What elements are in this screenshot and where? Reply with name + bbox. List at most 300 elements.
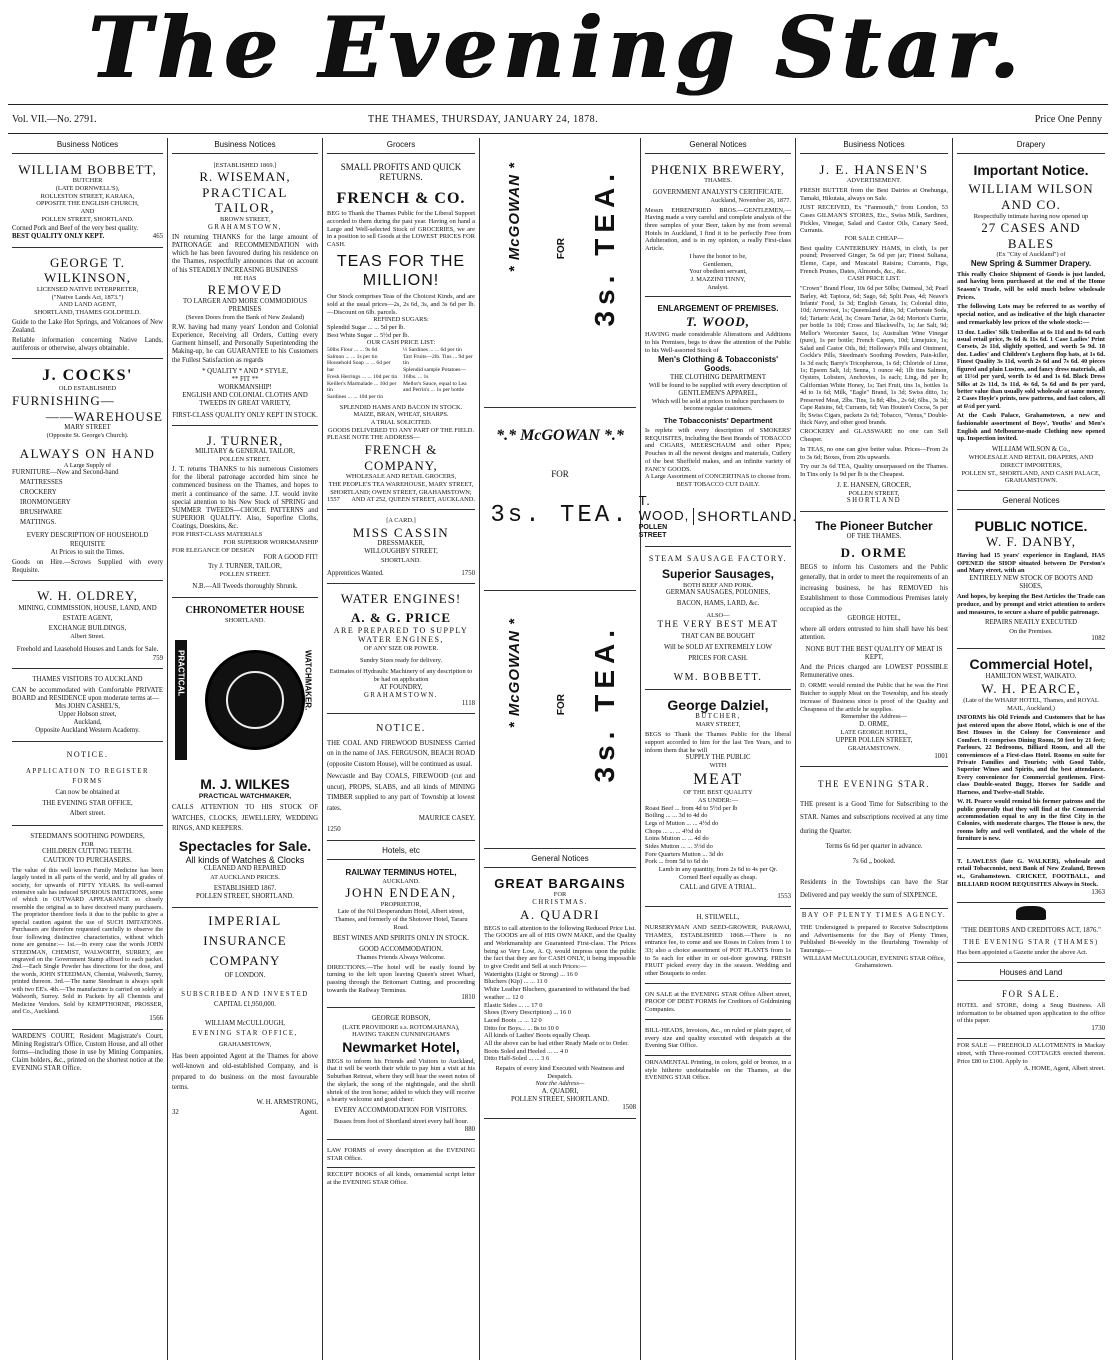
ad-line: CAPITAL £1,950,000. [214,1001,276,1009]
ad-phoenix [645,158,791,298]
ad-heading: THE EVENING STAR. [817,778,931,789]
ad-body: Residents in the Townships can have the Star Delivered and pay weekly the sum of SIXPENCE. [800,878,948,900]
ad-line: * QUALITY * AND * STYLE, [202,367,288,375]
ad-line: MAIZE, BRAN, WHEAT, SHARPS. [353,411,449,419]
list-item: Watertights (Light or Strong) ... 16 0 [484,970,578,978]
ad-body: INFORMS his Old Friends and Customers that he has just entered upon the above Hotel, which is one of the Best Houses in the Colony for Convenience and Comfort. It comprises Dining Room, 50 feet by 21 feet; Parlours, 22 Bedrooms, Billiard Room, and all the conveniences of a First-class Hotel. Rooms en suite for Private Families and Tourists; with Good Table, Superior Wines and Spirits, and the best attendance. Every convenience for Commercial gentlemen. First-class Double-seated Buggy, Horses for Saddle and Harness, and Twelve-stall Stable. [957,714,1105,796]
ad-body: D. ORME would remind the Public that he was the First Butcher to supply Meat on the Township, and his steady increase of Business since is proof of the Quality and Cheapness of the article he supplies. [800,682,948,713]
ad-line: FOR A GOOD FIT! [263,554,318,562]
ad-line: GRAHAMSTOWN. [847,744,901,752]
ad-body: CROCKERY and GLASSWARE no one can Sell Cheaper. [800,428,948,444]
ad-railway-hotel [327,864,475,1009]
list-item: Salmon ... ... 1s per tin [327,353,378,360]
ad-line: WILLOUGHBY STREET, [364,548,438,556]
advertiser-name: A. QUADRI [520,907,600,923]
ad-heading: ENLARGEMENT OF PREMISES. [657,304,779,314]
advertiser-name: T. WOOD, [686,313,750,329]
ad-line: Albert Street. [70,633,105,641]
ad-line: POLLEN STREET, [848,489,900,497]
list-item: ½ Sardines ... ... 6d per tin [403,347,462,353]
ad-line: FOR [551,469,569,480]
ad-line: Auckland, November 26, 1877. [710,197,791,205]
ad-line: HAVING TAKEN CUNNINGHAM'S [352,1031,450,1039]
ad-line: SHORTLAND [846,497,902,505]
ad-line: FIRST-CLASS QUALITY ONLY KEPT IN STOCK. [172,411,318,419]
list-item: Pork ... from 5d to 6d do [645,858,709,866]
ad-line: AND LAND AGENT, [58,301,117,309]
ad-body: "Crown" Brand Flour, 10s 6d per 50lbs; Oatmeal, 3d; Pearl Barley, 4d; Tapioca, 6d; Sago, 6d; Split Peas, 4d; Neave's Infants' Food, 1s 3d; English Groats, 1s; Colonial ditto, 10d; Arrowroot, 1s; Queensland ditto, 3d; Carbonate Soda, 6d; Tartaric Acid, 3s; Cream Tartar, 2s 6d; Morton's Currie, per bottle 1s 10d; Cross and Blackwell's, 1s; Jar Salt, 9d; Mellor's Worcester Sauce, 1s; Australian Wine Vinegar (pure), 1s per bottle; French Capers, 10d; Limejuice, 1s; Salad and Castor Oils, 8d; Holloway's Pills and Ointment, Cockle's Pills, Steedman's Soothing Powders, Pain-killer, 1s 3d each; Barry's Tricopherous, 1s 6d; Chloride of Lime, 1s; Epsom Salt, 1d; Senna, 1 ounce 4d; 1lb tins Salmon, Oysters, Lobsters, Anchovies, 1s each; Ling, 8d per lb; Californian White Honey, 1s; Tart Fruit, tins 1s, bottles 1s 4d to 1s 6d; Milk, "Eagle" Brand, 1s 3d; Swiss ditto, 1s; Preserved Meat, 2lbs. Tins, 1s 8d; 4lbs., 2s 6d; 6lbs., 3s 3d; Cape Raisins, 6d; Currants, 6d; Van Houten's Cocoa, 5s per lb; Swiss Cigars, packets 2s 6d; Tobacco, "Venus," Double-thick Navy, and other good brands. [800,285,948,426]
ad-tagline: BEST QUALITY ONLY KEPT. [12,233,105,241]
ad-oldrey [12,584,163,669]
ad-line: Estimates of Hydraulic Machinery of any description to be had on application [329,668,473,683]
list-item: Fresh Herrings ... ... 10d per tin [327,373,398,380]
ad-line: N.B.—All Tweeds thoroughly Shrunk. [192,583,298,591]
ad-line: ALSO— [706,611,730,619]
ad-ornamental: ORNAMENTAL Printing, in colors, gold or bronze, in a style hitherto unobtainable on the Thames, at the EVENING STAR Office. [645,1058,791,1082]
ad-line: BUTCHER [72,177,103,185]
advertiser-name: George Dalziel, [667,696,769,713]
ad-line: ("Native Lands Act, 1873.") [51,293,124,301]
ad-body: Is replete with every description of SMOKERS' REQUISITES, Including the Best Brands of TOBACCO and CIGARS, MEERSCHAUM and other Pipes; Pouches in all the newest designs and materials, Cutlery of the best Sheffield makes, and an infinite variety of FANCY GOODS. [645,427,791,473]
ad-number: 465 [152,233,163,241]
ad-line: CASH PRICE LIST. [847,275,901,283]
advertiser-name: RAILWAY TERMINUS HOTEL, [345,867,457,877]
advertiser-name: WILLIAM WILSON AND CO. [968,181,1094,212]
ad-line: FOR SUPERIOR WORKMANSHIP [223,539,318,547]
ad-sausage-factory [645,550,791,690]
ad-cocks [12,362,163,581]
ad-body: Messrs EHRENFRIED BROS.—GENTLEMEN,—Having made a very careful and complete analysis of the three samples of your Beer, taken by me from several Hotels in Auckland, I find it to be perfectly Free from Adulteration, and is in my opinion, a really First-class Article. [645,206,791,253]
ad-heading: IMPERIAL [208,912,282,928]
ad-line: Gentlemen, [703,260,733,268]
ad-line: Best White Sugar ... 5½d per lb. [327,331,410,339]
ad-body: A Large Assortment of CONCERTINAS to choose from. [645,473,791,481]
ad-line: Remember the Address— [840,713,908,721]
ad-heading: GREAT BARGAINS [494,875,626,891]
ad-line: A. QUADRI, [541,1088,579,1096]
ad-body: CALLS ATTENTION TO HIS STOCK OF WATCHES, CLOCKS, JEWELLERY, WEDDING RINGS, AND KEEPERS. [172,804,318,833]
advertiser-name: FRENCH & COMPANY, [364,442,438,473]
ad-number: 759 [152,655,163,663]
ad-line: Mrs JOHN CASHEL'S, [55,702,120,710]
section-heading: Business Notices [172,138,318,154]
dateline-bar [8,104,1108,134]
ad-french [327,158,475,510]
ad-line: (Opposite St. George's Church). [46,432,129,440]
ad-body: BEGS to Thank the Thames Public for the liberal support accorded to him for the last Ten Years, and to inform them that he will [645,731,791,754]
list-item: Mellor's Sauce, equal to Lea and Perrin's ... 1s per bottle [403,380,467,394]
ad-line: (Ex "City of Auckland") of [996,251,1066,259]
ad-line: Freehold and Leasehold Houses and Lands for Sale. [16,645,159,653]
ad-line: NONE BUT THE BEST QUALITY OF MEAT IS KEPT, [805,645,943,661]
ad-wilson [957,158,1105,491]
ad-line: SHORTLAND, THAMES GOLDFIELD. [34,308,141,316]
list-item: Household Soap ... ... 6d per bar [327,360,391,374]
ad-line: SMALL PROFITS AND QUICK RETURNS. [340,161,462,183]
ad-body: HOTEL and STORE, doing a Snug Business. All information to be obtained upon application to the office of this paper. [957,1002,1105,1025]
ad-line: Busses from foot of Shortland street every half hour. [333,1118,469,1126]
list-item: Boots Soled and Heeled ... ... 4 0 [484,1047,568,1055]
section-heading: Business Notices [12,138,163,154]
ad-stilwell [645,910,791,984]
ad-line: MINING, COMMISSION, HOUSE, LAND, AND ESTATE AGENT, [18,604,157,623]
ad-robson [327,1011,475,1139]
ad-line: Lamb in any quantity, from 2s 6d to 4s per Qr. [658,866,778,874]
ad-body: Late of the Nil Desperandum Hotel, Albert street, Thames, and formerly of the Shotover Hotel, Tararu Road. [334,908,468,931]
ad-line: HAMILTON WEST, WAIKATO. [985,673,1077,681]
ad-line: ENGLISH AND COLONIAL CLOTHS AND TWEEDS IN GREAT VARIETY, [182,392,308,408]
ad-law-forms: LAW FORMS of every description at the EVENING STAR Office. [327,1143,475,1168]
list-item: Sides Mutton ... ... 3½d do [645,843,713,851]
ad-line: Your obedient servant, [689,268,747,276]
ad-line: OF THE THAMES. [846,532,902,540]
ad-line: J. E. HANSEN, GROCER, [837,481,911,489]
place-date: THE THAMES, THURSDAY, JANUARY 24, 1878. [368,114,599,125]
ad-line: ——WAREHOUSE [45,408,163,424]
ad-line: New Spring & Summer Drapery. [970,259,1092,269]
ad-body: Try our 3s 6d TEA, Quality unsurpassed on the Thames. In Tins only 1s 9d per lb is the Cheapest. [800,463,948,478]
ad-heading: "THE DEBTORS AND CREDITORS ACT, 1876." [961,926,1101,934]
advertiser-name: WM. BOBBETT. [673,671,763,683]
ad-line: GEORGE HOTEL, [847,615,901,623]
ad-line: REPAIRS NEATLY EXECUTED [984,619,1078,627]
list-item: Ditto Half-Soled ... ... 3 6 [484,1055,550,1063]
advertiser-name: R. WISEMAN, [199,169,291,185]
ad-line: Agent. [299,1109,318,1117]
ad-mcgowan-vertical [484,138,636,408]
ad-line: IRONMONGERY [20,498,71,506]
ad-receipt-books: RECEIPT BOOKS of all kinds, ornamental script letter at the EVENING STAR Office. [327,1171,475,1186]
ad-line: BRUSHWARE [20,509,62,517]
ad-line: POLLEN STREET. [219,570,271,578]
ad-line: AUCKLAND. [382,877,420,885]
ad-line: WILLIAM WILSON & Co., [991,446,1071,454]
ad-line: HE HAS [233,274,257,282]
ad-line: Opposite Auckland Western Academy. [35,727,140,735]
ad-line: GRAHAMSTOWN. [364,691,438,699]
ad-line: JOHN ENDEAN, [345,885,457,901]
ad-body: Newcastle and Bay COALS, FIREWOOD (cut and uncut), PROPS, SLABS, and all kinds of MINING TIMBER supplied to any part of Township at lowest rates. [327,773,475,812]
ad-heading: Commercial Hotel, [969,656,1093,673]
ad-body: THE COAL AND FIREWOOD BUSINESS Carried on in the name of JAS. FERGUSON, BEACH ROAD (opposite Custom House), will be continued as usual. [327,739,475,768]
ad-line: Spectacles for Sale. [178,837,312,854]
ad-heading: BAY OF PLENTY TIMES AGENCY. [801,911,947,919]
ad-wilkinson [12,251,163,360]
ad-heading: NOTICE. [66,749,109,759]
list-item: Loins Mutton ... ... 4d do [645,835,709,843]
ad-heading: STEAM SAUSAGE FACTORY. [648,553,788,563]
list-item: All kinds of Ladies' Boots equally Cheap. [484,1032,591,1040]
ad-steedman [12,829,163,1030]
ad-line: ENTIRELY NEW STOCK OF BOOTS AND SHOES, [969,575,1093,591]
ad-line: Apprentices Wanted. [327,570,384,578]
ad-line: WITH [709,762,727,770]
ad-line: OF LONDON. [224,972,266,979]
ad-line: BOTH BEEF AND PORK. [683,581,753,589]
ad-line: 3s. TEA. [589,624,620,783]
ad-line: MILITARY & GENERAL TAILOR, [195,448,295,456]
ad-line: POLLEN ST., SHORTLAND, AND CASH PALACE, GRAHAMSTOWN. [961,469,1101,485]
advertiser-name: A. & G. PRICE [350,610,452,626]
ad-body: IN returning THANKS for the large amount of PATRONAGE and RECOMMENDATION with which he has been favoured during his residence on the Thames, respectfully announces that on account of his STEADILY INCREASING BUSINESS [172,233,318,274]
ad-heading: GOVERNMENT ANALYST'S CERTIFICATE. [652,188,784,196]
ad-number: 1363 [1091,888,1105,896]
ad-body: Reliable information concerning Native Lands, auriferous or otherwise, always obtainable. [12,336,163,353]
advertiser-name: J. TURNER, [206,432,284,448]
ad-body: BEG to Thank the Thames Public for the Liberal Support accorded to them during the past year. Having on hand a Large and Well-selected Stock of GROCERIES, we are in a position to sell Goods at the LOWEST PRICES FOR CASH. [327,210,475,249]
ad-line: ROLLESTON STREET, KARAKA, [40,192,135,200]
ad-line: FOR FIRST-CLASS MATERIALS [172,531,263,539]
ad-body: The following Lots may be referred to as worthy of special notice, and as indicative of the high character and remarkably low prices of the whole stock:— [957,303,1105,326]
list-item: Ditto for Boys... ... 8s to 10 0 [484,1024,559,1032]
ad-line: T. WOOD, [638,492,690,524]
ad-line: *.* McGOWAN *.* [496,427,624,444]
column-5 [638,138,798,1360]
ad-line: OLD ESTABLISHED [58,385,117,393]
ad-line: Upper Hobson street, [58,711,117,719]
list-item: Legs of Mutton ... ... 4½d do [645,819,719,827]
ad-number: 1001 [934,752,948,760]
ad-wood [638,300,798,546]
ad-line: WATCHMAKER. [303,650,313,711]
ad-line: SPLENDID HAMS AND BACON IN STOCK. [339,403,463,411]
ad-allotments [957,1042,1105,1073]
ad-danby [957,514,1105,650]
ad-body: R.W. having had many years' London and Colonial Experience, Receiving all Orders, Cutting every Garment himself, and Personally Superintending the Making-up, he can GUARANTEE to his Customers the Fullest Satisfaction as regards [172,323,318,364]
ad-wilkes [172,601,318,908]
ad-line: LICENSED NATIVE INTERPRETER, [36,285,139,293]
ad-line: Will be SOLD AT EXTREMELY LOW [664,644,772,652]
ad-body: BEGS to inform his Customers and the Public generally, that in order to meet the requirements of an increasing business, he has REMOVED his Establishment to those Commodious Premises lately occupied as the [800,563,948,613]
price-list-column [403,347,475,401]
ad-number: 1250 [327,825,341,833]
ad-number: 1566 [149,1015,163,1023]
ad-line: Analyst. [707,283,729,291]
ad-body: Goods on Hire.—Scrows Supplied with every Requisite. [12,558,163,575]
ad-line: GENTLEMEN'S APPAREL, [678,389,758,397]
ad-line: All kinds of Watches & Clocks [185,854,305,865]
clock-face [205,650,305,750]
ad-hansen [800,158,948,512]
ad-bay-of-plenty [800,912,948,970]
price-list [327,347,475,401]
column-6 [796,138,952,1360]
ad-line: 7s 6d „ booked. [852,857,896,865]
ad-line: Terms 6s 6d per quarter in advance. [825,843,923,851]
ad-line: SHORTLAND. [381,556,421,564]
ad-body: Corned Pork and Beef of the very best quality. [12,225,139,233]
section-heading: Grocers [327,138,475,154]
ad-heading: CHRONOMETER HOUSE [185,604,305,616]
advertiser-name: J. COCKS' [42,367,133,385]
ad-line: The Tobacconists' Department [663,416,773,426]
ad-line: PRACTICAL TAILOR, [202,184,288,216]
price-list-column [327,347,399,401]
ad-heading: WATER ENGINES! [340,591,462,607]
ad-line: CALL and GIVE A TRIAL. [679,884,757,892]
ad-line: GOOD ACCOMMODATION. [359,945,443,953]
ad-line: FOR [81,840,94,848]
ad-number: 1082 [1091,635,1105,643]
ad-line: On the Premises. [1009,627,1053,635]
ad-number: 1730 [1091,1025,1105,1033]
ad-line: (Seven Doors from the Bank of New Zealand) [185,314,305,322]
advertiser-name: W. F. DANBY, [985,534,1077,550]
ad-line: OF ANY SIZE OR POWER. [363,644,439,652]
advertiser-name: PHŒNIX BREWERY, [651,161,785,177]
ad-line: MARY STREET, [695,721,741,729]
ad-line: * McGOWAN * [506,618,523,729]
list-item: Chops ... ... ... 4½d do [645,827,702,835]
ad-line: BACON, HAMS, LARD, &c. [676,600,760,608]
ad-imperial [172,911,318,1119]
ad-line: (Late of the WHARF HOTEL, Thames, and ROYAL MAIL, Auckland,) [963,696,1099,712]
ad-line: GRAHAMSTOWN, [218,1040,272,1048]
list-item: Laced Boots ... ... 12 0 [484,1016,542,1024]
ad-line: MAURICE CASEY. [418,815,475,823]
ad-body: THE Undersigned is prepared to Receive Subscriptions and Advertisements for the Bay of Plenty Times, Published Bi-weekly in the flourishing Township of Tauranga.— [800,923,948,954]
ad-body: In TEAS, no one can give better value. Prices—From 2s to 3s 6d; Boxes, from 20s upwards. [800,445,948,461]
ad-body: Guide to the Lake Hot Springs, and Volcanoes of New Zealand. [12,318,163,334]
ad-line: THE PEOPLE'S TEA WAREHOUSE, MARY STREET, SHORTLAND; OWEN STREET, GRAHAMSTOWN; [328,480,474,496]
ad-line: PROPRIETOR, [380,900,422,908]
ad-line: CHRISTMAS. [532,898,588,906]
ad-line: Men's Clothing & Tobacconists' Goods. [657,354,779,374]
column-1 [8,138,167,1360]
ad-orme [800,515,948,767]
ad-line: Note the Address— [535,1080,585,1088]
ad-visitors [12,672,163,741]
list-item: Shoes (Every Description) ... 16 0 [484,1009,571,1017]
ad-line: EVERY DESCRIPTION OF HOUSEHOLD REQUISITE [26,532,149,548]
ad-line: CLEANED AND REPAIRED [203,865,287,873]
ad-body: NURSERYMAN AND SEED-GROWER, PARAWAI, THAMES, ESTABLISHED 1868.—There is no entrance fee, to come and see Roses in Colors from 1 to 33; also a choice assortment of POT PLANTS from 1s to 5s each for either in or out-door growing. FRESH FRUIT picked every day in the season. Wedding and other Bouquets to order. [645,923,791,978]
ad-mcgowan-horizontal [484,426,636,591]
ad-line: MATTRESSES [20,478,63,486]
ad-turner [172,429,318,598]
ad-line: THAMES. [704,177,732,185]
ad-line: MEAT [693,771,743,789]
list-item: Splendid sample Potatoes—16lbs. ... 1s [403,367,467,380]
ad-line: FURNITURE—New and Second-hand [12,469,119,477]
ad-body: Will be found to be supplied with every description of [648,381,788,389]
ad-evening-star [800,770,948,909]
ad-line: Albert street. [69,810,106,818]
ad-line: 3s. TEA. [490,501,630,529]
ad-line: THE CLOTHING DEPARTMENT [669,373,766,381]
column-2 [168,138,322,1360]
ad-line: WILLIAM McCULLOUGH, EVENING STAR Office, Grahamstown. [802,954,946,970]
ad-heading: THAMES VISITORS TO AUCKLAND [32,676,143,684]
ad-line: Repairs of every kind Executed with Neatness and Despatch. [495,1065,625,1080]
ad-line: THE VERY BEST MEAT [657,619,779,630]
ad-number: 1750 [461,570,475,578]
ad-line: EXCHANGE BUILDINGS, [48,624,127,632]
ad-line: FOR [556,694,567,716]
ad-body: And the Prices charged are LOWEST POSSIBLE Remunerative ones. [800,664,948,680]
ad-line: FURNISHING— [12,393,115,409]
ad-lawless [957,852,1105,903]
ad-line: A. HOME, Agent, Albert street. [1023,1065,1105,1073]
ad-line: WORKMANSHIP! [218,384,272,392]
ad-line: OUR CASH PRICE LIST: [366,339,436,347]
ad-heading: STEEDMAN'S SOOTHING POWDERS, [30,832,145,840]
ad-line: PRACTICAL [176,650,186,697]
ad-number: 880 [464,1125,475,1133]
ad-notice-forms [12,745,163,826]
advertiser-name: FRENCH & CO. [336,190,466,208]
ad-line: BROWN STREET, [220,216,270,224]
list-item: All the above can be had either Ready Made or to Order. [484,1039,629,1047]
advertiser-name: GEORGE ROBSON, [371,1015,431,1023]
ad-heading: Important Notice. [973,161,1089,178]
ad-line: FOR ELEGANCE OF DESIGN [172,546,255,554]
ad-number: 1810 [461,994,475,1002]
ad-body: Respectfully intimate having now opened up [973,212,1089,220]
masthead [0,0,1114,96]
ad-line: ARE PREPARED TO SUPPLY WATER ENGINES, [333,625,469,645]
ad-line: Superior Sausages, [661,567,775,582]
ad-line: Splendid Sugar ... ... 5d per lb. [327,323,405,331]
ad-line: CAUTION TO PURCHASERS. [43,856,132,864]
ad-line: SHORTLAND. [225,616,265,624]
advertiser-name: WILLIAM BOBBETT, [18,161,157,177]
ad-line: FOR SALE CHEAP— [844,235,904,242]
advertiser-name: W. H. OLDREY, [37,588,138,604]
ad-line: TO LARGER AND MORE COMMODIOUS PREMISES [182,297,308,314]
ad-on-sale: ON SALE at the EVENING STAR Office Albert street, PROOF OF DEBT FORMS for Creditors of Goldmining Companies. [645,987,791,1020]
ad-line: OPPOSITE THE ENGLISH CHURCH, [36,200,139,208]
ad-line: POLLEN STREET, SHORTLAND. [195,893,295,901]
ad-body: And hopes, by keeping the Best Articles the Trade can produce, and by prompt and strict attention to orders and measures, to secure a share of public patronage. [957,593,1105,616]
ad-body: Has been appointed a Gazette under the above Act. [957,949,1088,957]
ad-line: J. MAZZINI TINNY, [690,275,746,283]
ad-bobbett [12,158,163,248]
ad-line: Newmarket Hotel, [342,1038,460,1055]
ad-line: WHOLESALE AND RETAIL DRAPERS, AND DIRECT IMPORTERS, [968,454,1094,469]
ad-price [327,587,475,714]
ad-line: W. H. ARMSTRONG, [256,1098,318,1106]
ad-line: EVENING STAR OFFICE, [192,1030,298,1038]
ad-line: AS UNDER:— [698,796,738,804]
ad-line: UPPER POLLEN STREET, [835,736,913,744]
ad-line: OF THE BEST QUALITY [683,789,753,797]
ad-body: FOR SALE — FREEHOLD ALLOTMENTS in Mackay street, with Three-roomed COTTAGES erected thereon. Price £80 to £100. Apply to [957,1042,1105,1065]
ad-line: Try J. TURNER, TAILOR, [208,562,282,570]
list-item: Sardines ... ... 10d per tin [327,393,384,400]
ad-body: J. T. returns THANKS to his numerous Customers for the liberal patronage accorded him since he commenced business on the Thames, and hopes to merit a continuance of the same. J.T. would invite special attention to his New Stock of SPRING and SUMMER TWEEDS—CHOICE PATTERNS and SUPERIOR QUALITY. Also, Superfine Cloths, Coatings, Doeskins, &c. [172,466,318,531]
section-heading: General Notices [484,852,636,868]
ad-line: SUBSCRIBED AND INVESTED [181,990,309,998]
list-item: Keiller's Marmalade ... 10d per tin [327,380,397,394]
ad-line: MATTINGS. [20,519,57,527]
ad-line: LATE GEORGE HOTEL, [840,729,908,737]
ad-commercial-hotel [957,652,1105,848]
ad-body: THE present is a Good Time for Subscribing to the STAR. Names and subscriptions received at any time during the Quarter. [800,800,948,835]
advertiser-name: H. STILWELL, [696,913,740,921]
list-item: White Leather Bluchers, guaranteed to withstand the bad weather ... 12 0 [484,986,630,1001]
ad-body: At the Cash Palace, Grahamstown, a new and fashionable assortment of Boys', Youths' and Men's English and Melbourne-made Clothing now opened up. Inspection invited. [957,412,1105,443]
ad-line: INSURANCE COMPANY [203,932,287,968]
ad-line: GERMAN SAUSAGES, POLONIES, [665,589,771,597]
price-list [645,805,791,867]
ad-line: ESTABLISHED 1867. [213,885,277,893]
ad-line: Auckland, [73,719,102,727]
ad-line: BEST TOBACCO CUT DAILY. [676,480,760,488]
section-heading: Hotels, etc [327,844,475,860]
ad-line: SHORTLAND. [693,508,797,525]
advertiser-name: M. J. WILKES [200,776,290,793]
